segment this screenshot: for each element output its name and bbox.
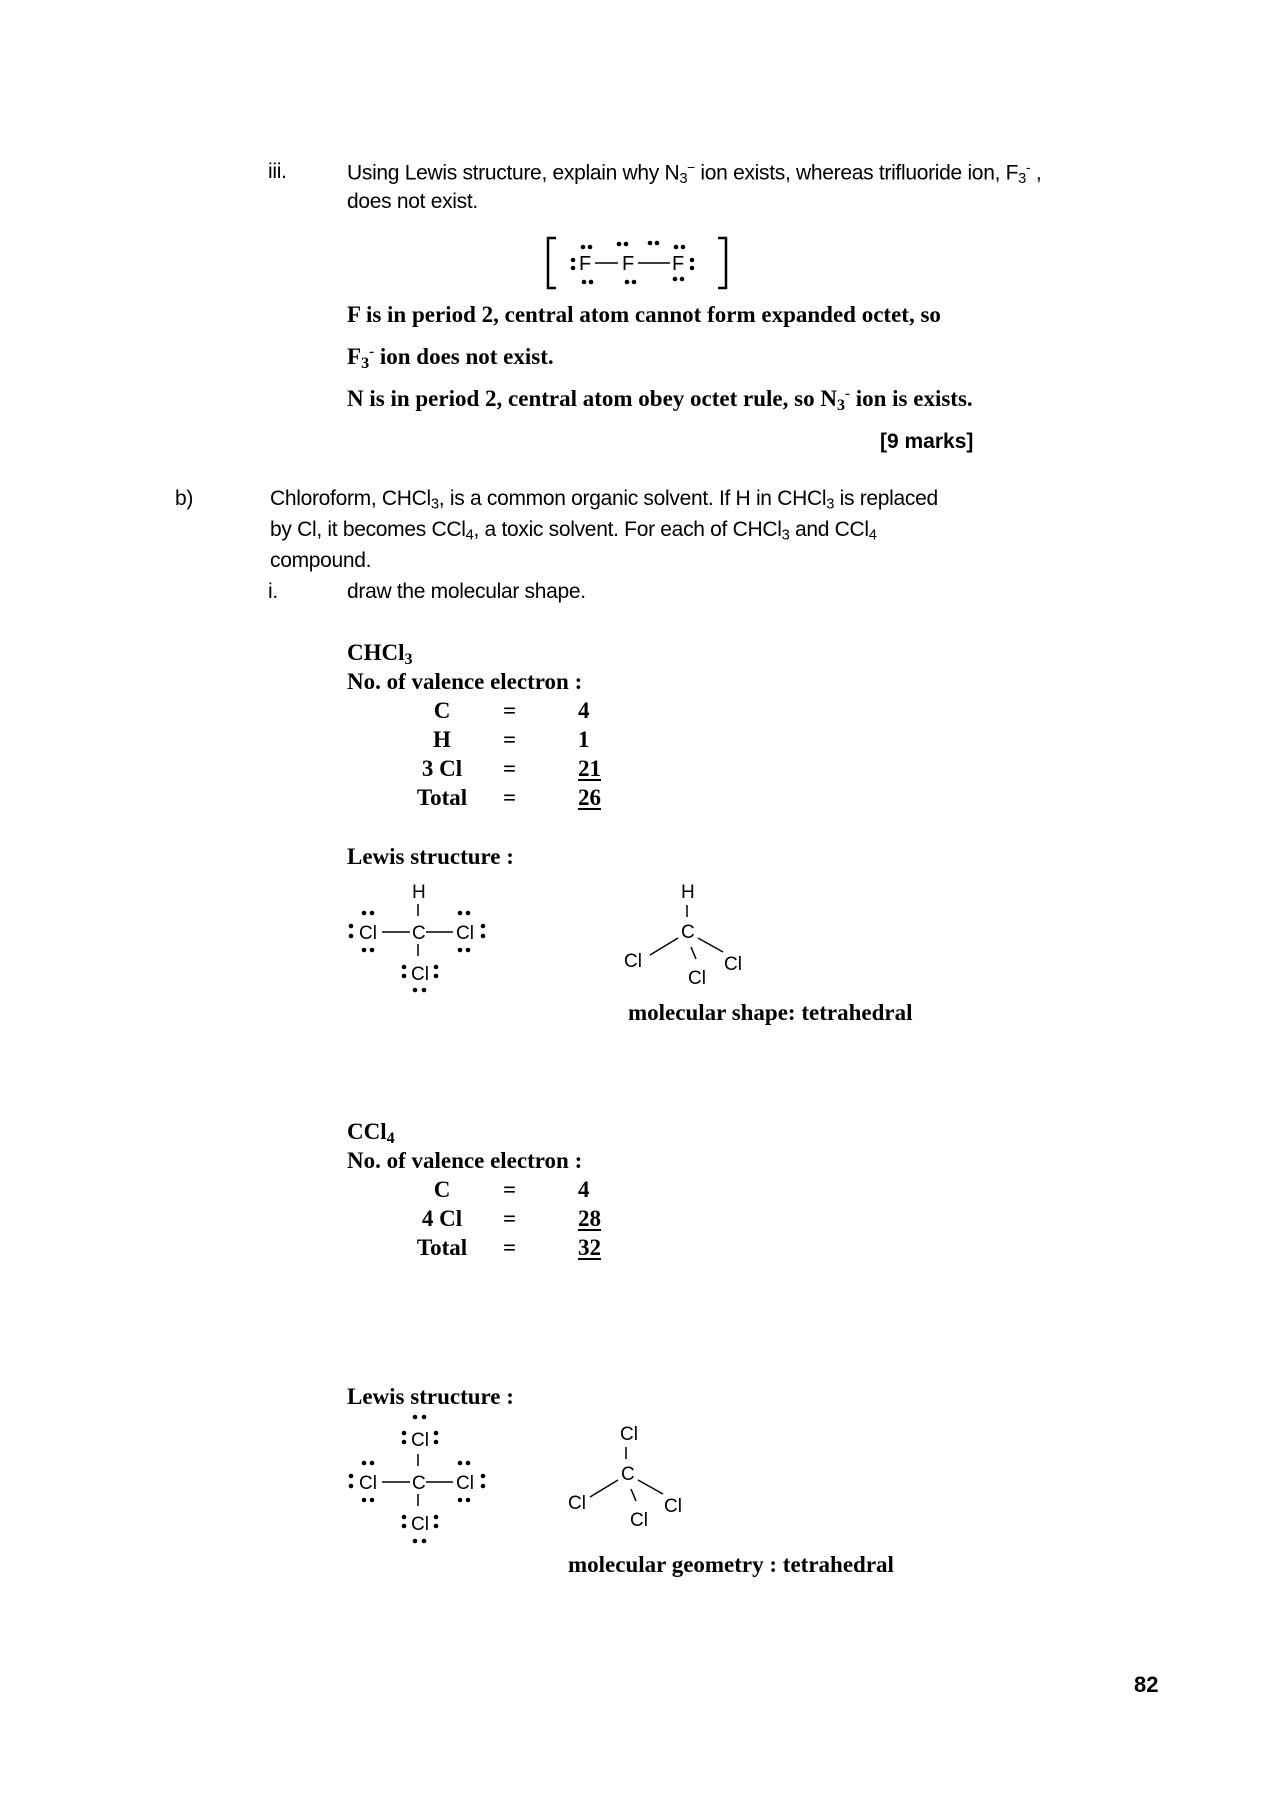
f3-atom-center: F bbox=[622, 253, 635, 275]
ccl4-formula: CCl$_4$ bbox=[347, 1119, 395, 1148]
svg-text:C: C bbox=[681, 922, 695, 943]
chcl3-lewis-heading: Lewis structure : bbox=[347, 844, 514, 869]
answer-iii-line3: N is in period 2, central atom obey octet rule, so $N_3^-$ ion is exists. bbox=[347, 386, 973, 415]
ccl4-valence-heading: No. of valence electron : bbox=[347, 1148, 583, 1173]
answer-iii-line2: $F_3^-$ ion does not exist. bbox=[347, 344, 554, 373]
svg-text:Cl: Cl bbox=[624, 951, 642, 972]
ccl4-shape-caption: molecular geometry : tetrahedral bbox=[568, 1552, 894, 1577]
svg-text:Cl: Cl bbox=[411, 964, 429, 985]
svg-text:Cl: Cl bbox=[568, 1493, 586, 1514]
svg-text:Cl: Cl bbox=[664, 1496, 682, 1517]
chcl3-formula: CHCl$_3$ bbox=[347, 640, 413, 669]
ccl4-molecular-shape-diagram bbox=[560, 1418, 700, 1530]
sub-question-i-label: i. bbox=[268, 580, 278, 603]
marks-label: [9 marks] bbox=[880, 430, 974, 453]
question-iii-line2: does not exist. bbox=[347, 190, 478, 213]
chcl3-molecular-shape-diagram bbox=[620, 876, 760, 986]
question-b-line3: compound. bbox=[270, 549, 372, 572]
svg-text:Cl: Cl bbox=[620, 1424, 638, 1445]
svg-text:C: C bbox=[621, 1464, 635, 1485]
page-number: 82 bbox=[1134, 1672, 1159, 1697]
svg-text:Cl: Cl bbox=[456, 1473, 474, 1494]
svg-text:C: C bbox=[412, 923, 426, 944]
svg-text:H: H bbox=[681, 882, 695, 903]
ccl4-lewis-structure-diagram bbox=[340, 1410, 500, 1552]
left-bracket-icon bbox=[548, 238, 556, 288]
answer-iii-line1: F is in period 2, central atom cannot form expanded octet, so bbox=[347, 302, 941, 327]
svg-text:Cl: Cl bbox=[359, 1473, 377, 1494]
svg-text:Cl: Cl bbox=[359, 923, 377, 944]
chcl3-lewis-structure-diagram bbox=[340, 876, 500, 1000]
right-bracket-icon bbox=[718, 238, 726, 288]
ccl4-valence-table: C = 4 4 Cl = 28 Total = 32 bbox=[416, 1177, 601, 1260]
question-iii-line1: Using Lewis structure, explain why $N_3^-$ ion exists, whereas trifluoride ion, $F_3^-$ , bbox=[347, 160, 1042, 188]
svg-text:Cl: Cl bbox=[456, 923, 474, 944]
question-b-line1: Chloroform, CHCl$_3$, is a common organic solvent. If H in CHCl$_3$ is replaced bbox=[270, 487, 938, 513]
svg-text:Cl: Cl bbox=[630, 1510, 648, 1530]
f3-atom-right: F bbox=[672, 253, 685, 275]
svg-text:Cl: Cl bbox=[688, 968, 706, 986]
svg-text:C: C bbox=[412, 1473, 426, 1494]
f3-atom-left: F bbox=[579, 253, 592, 275]
svg-text:Cl: Cl bbox=[724, 954, 742, 975]
chcl3-shape-caption: molecular shape: tetrahedral bbox=[628, 1000, 913, 1025]
chcl3-valence-heading: No. of valence electron : bbox=[347, 669, 583, 694]
question-b-label: b) bbox=[175, 487, 194, 510]
svg-text:Cl: Cl bbox=[411, 1514, 429, 1535]
svg-text:H: H bbox=[412, 882, 426, 903]
f3-lewis-structure-diagram bbox=[540, 232, 740, 294]
question-b-line2: by Cl, it becomes CCl$_4$, a toxic solvent. For each of CHCl$_3$ and CCl$_4$ bbox=[270, 518, 877, 544]
question-iii-number: iii. bbox=[268, 160, 287, 183]
ccl4-lewis-heading: Lewis structure : bbox=[347, 1384, 514, 1409]
sub-question-i-text: draw the molecular shape. bbox=[347, 580, 586, 603]
svg-text:Cl: Cl bbox=[411, 1430, 429, 1451]
chcl3-valence-table: C = 4 H = 1 3 Cl = 21 Total = 26 bbox=[416, 698, 601, 810]
